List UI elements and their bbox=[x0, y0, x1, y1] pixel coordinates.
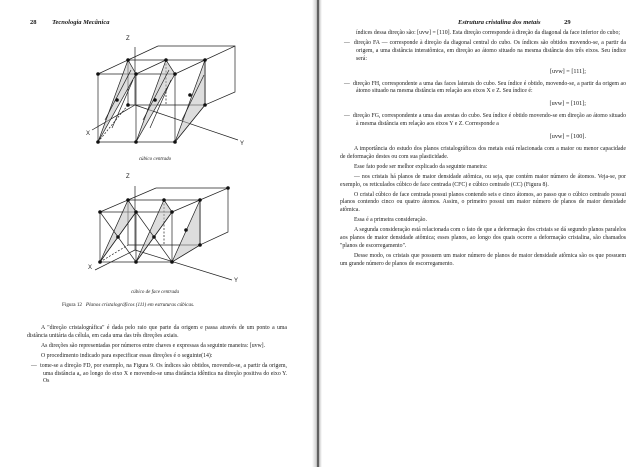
bullet-text: direção FA — corresponde à direção da diagonal central do cubo. Os índices são obtidos movendo-se, a partir da origem, a uma distância interatômica, em direção ao átomo situado na mesma distância dos três eixos. Seu índice será: bbox=[353, 39, 627, 62]
paragraph: Esse fato pode ser melhor explicado da seguinte maneira: bbox=[354, 163, 488, 170]
paragraph: A "direção cristalográfica" é dada pelo raio que parte da origem e passa através de um ponto a uma distância unitária da célula, em cada uma das três direções axiais. bbox=[27, 325, 287, 339]
running-head-left-title: Tecnologia Mecânica bbox=[52, 19, 110, 26]
running-head-right-title: Estrutura cristalina dos metais bbox=[458, 19, 541, 26]
right-page bbox=[318, 0, 638, 467]
figure-label: Figura 12 bbox=[62, 302, 83, 308]
figure-title: Planos cristalográficos (111) em estruturas cúbicas. bbox=[85, 302, 195, 308]
fig2-z-axis-label: Z bbox=[126, 174, 130, 180]
intro-text: índices dessa direção são: [uvw] = [110]. Esta direção corresponde à direção da diagonal da face inferior do cubo; bbox=[356, 30, 620, 36]
bullet-text: tome-se a direção FD, por exemplo, na Figura 9. Os índices são obtidos, movendo-se, a partir da origem, uma distância a₀ ao longo do eixo X e movendo-se uma distância idêntica na direção positiva do eixo Y. Os bbox=[40, 362, 287, 385]
formula: [uvw] = [111]; bbox=[549, 67, 586, 75]
paragraph: O procedimento indicado para especificar essas direções é o seguinte(14): bbox=[41, 352, 213, 359]
left-body-text bbox=[27, 325, 287, 388]
bullet-item: — direção FH, correspondente a uma das faces laterais do cubo. Seu índice é obtido, movendo-se, a partir da origem ao átomo situado na mesma distância em relação aos eixos X e Z. Seu índice é: bbox=[344, 80, 626, 95]
page-number-left: 28 bbox=[30, 19, 37, 26]
paragraph: — nos cristais há planos de maior densidade atômica, ou seja, que contém maior número de átomos. Veja-se, por exemplo, os reticulados cúbico de face centrada (CFC) e cúbico centrado (CC) (Figura 8). bbox=[340, 173, 626, 188]
formula: [uvw] = [101]; bbox=[549, 100, 586, 108]
fig1-y-axis-label: Y bbox=[240, 141, 245, 147]
figure-12-caption bbox=[62, 302, 194, 308]
figure-bcc-diagram bbox=[0, 0, 318, 300]
fig2-x-axis-label: X bbox=[88, 265, 93, 271]
page-number-right: 29 bbox=[564, 19, 571, 26]
running-head-right bbox=[458, 19, 571, 26]
paragraph: Essa é a primeira consideração. bbox=[354, 217, 427, 224]
paragraph: Desse modo, os cristais que possuem um maior número de planos de maior densidade atômica são os que possuem um grande número de planos de escorregamento. bbox=[340, 252, 626, 267]
fig2-y-axis-label: Y bbox=[234, 278, 239, 284]
fig1-z-axis-label: Z bbox=[126, 36, 130, 42]
paragraph: As direções são representadas por números entre chaves e expressas da seguinte maneira: [uvw]. bbox=[41, 342, 266, 349]
bullet-item: — direção FA — corresponde à direção da diagonal central do cubo. Os índices são obtidos movendo-se, a partir da origem, a uma distância interatômica, em direção ao átomo situado na mesma distância dos três eixos. Seu índice será: bbox=[344, 39, 627, 62]
bullet-text: direção FG, correspondente a uma das arestas do cubo. Seu índice é obtido movendo-se em direção ao átomo situado à mesma distância em relação aos eixos Y e Z. Corresponde a bbox=[352, 113, 626, 128]
fig1-x-axis-label: X bbox=[86, 131, 91, 137]
paragraph: O cristal cúbico de face centrada possui planos contendo seis e cinco átomos, ao passo que o cúbico centrado possui planos contendo cinco ou quatro átomos. Assim, o primeiro possui um maior número de planos de maior densidade atômica. bbox=[340, 191, 626, 214]
bullet-item: — direção FG, correspondente a uma das arestas do cubo. Seu índice é obtido movendo-se em direção ao átomo situado à mesma distância em relação aos eixos Y e Z. Corresponde a bbox=[344, 113, 626, 128]
bullet-text: direção FH, correspondente a uma das faces laterais do cubo. Seu índice é obtido, movendo-se, a partir da origem ao átomo situado na mesma distância em relação aos eixos X e Z. Seu índice é: bbox=[352, 80, 626, 95]
right-body-text bbox=[340, 30, 626, 271]
paragraph: A segunda consideração está relacionada com o fato de que a deformação dos cristais se dá segundo planos paralelos aos planos de maior densidade atômica; esses planos, ao longo dos quais ocorre a deformação cristalina, são chamados "planos de escorregamento". bbox=[340, 227, 626, 249]
fig1-caption: cúbico centrado bbox=[138, 157, 172, 162]
fig2-caption: cúbico de face centrada bbox=[131, 290, 179, 295]
left-page bbox=[0, 0, 318, 467]
paragraph: A importância do estudo dos planos cristalográficos dos metais está relacionada com a maior ou menor capacidade de deformação destes ou com sua plasticidade. bbox=[340, 145, 626, 160]
formula: [uvw] = [100]. bbox=[549, 133, 586, 141]
bullet-item: — tome-se a direção FD, por exemplo, na Figura 9. Os índices são obtidos, movendo-se, a partir da origem, uma distância a₀ ao longo do eixo X e movendo-se uma distância idêntica na direção positiva do eixo Y. Os bbox=[31, 362, 287, 385]
